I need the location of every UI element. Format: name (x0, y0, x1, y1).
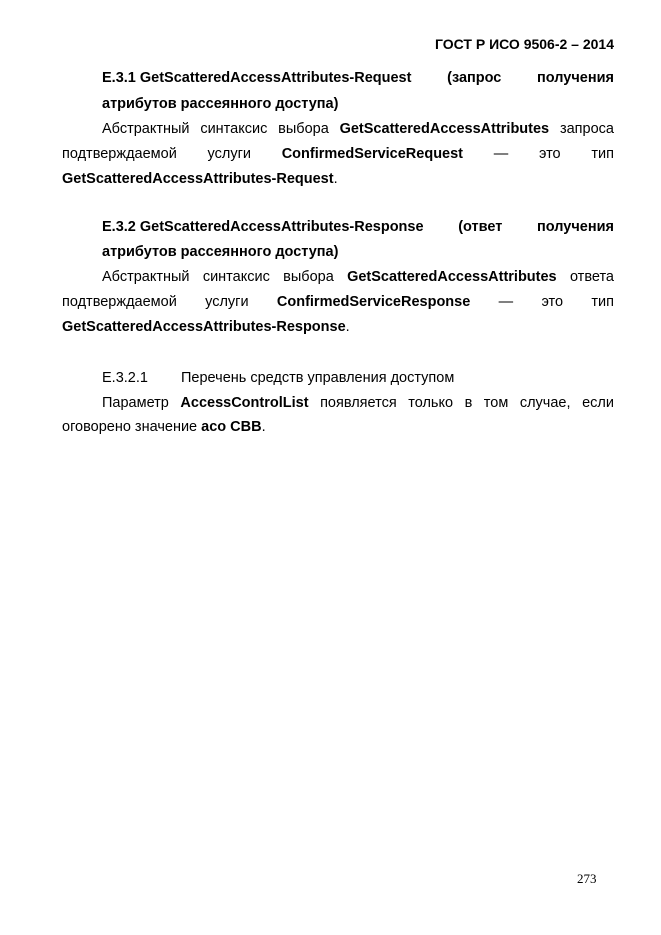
word: запроса (559, 121, 614, 137)
punct: . (345, 319, 350, 335)
term: ConfirmedServiceResponse (276, 294, 471, 310)
heading-word: (ответ (458, 219, 503, 235)
word: тип (591, 294, 614, 310)
heading-word: получения (537, 70, 614, 86)
word: Параметр (102, 395, 169, 411)
section-heading-e-3-2 (102, 218, 614, 236)
term: GetScatteredAccessAttributes-Response (62, 319, 346, 335)
word: подтверждаемой (62, 294, 177, 310)
word: Абстрактный (102, 269, 190, 285)
term: aco CBB (201, 419, 262, 435)
page-number: 273 (577, 871, 597, 886)
section-heading-e-3-1 (102, 69, 614, 87)
word: синтаксис (202, 269, 270, 285)
heading-word: получения (537, 219, 614, 235)
paragraph-line (102, 394, 614, 412)
word: выбора (278, 121, 329, 137)
paragraph-line (62, 170, 614, 188)
term: ConfirmedServiceRequest (281, 146, 464, 162)
paragraph-line (62, 418, 614, 436)
subsection-title: Перечень средств управления доступом (181, 370, 455, 386)
paragraph-line (102, 120, 614, 138)
text: оговорено значение (62, 419, 202, 435)
punct: . (261, 419, 266, 435)
paragraph-line (102, 268, 614, 286)
word: появляется (320, 395, 397, 411)
paragraph-line (62, 145, 614, 163)
term: GetScatteredAccessAttributes-Request (62, 171, 334, 187)
section-heading-e-3-1-cont: атрибутов рассеянного доступа) (102, 96, 339, 112)
word: случае, (519, 395, 571, 411)
word: только (408, 395, 454, 411)
word: в (464, 395, 473, 411)
word: ответа (569, 269, 614, 285)
heading-number-and-name: E.3.2 GetScatteredAccessAttributes-Response (102, 219, 424, 235)
term: AccessControlList (180, 395, 309, 411)
section-heading-e-3-2-cont: атрибутов рассеянного доступа) (102, 244, 339, 260)
heading-word: (запрос (447, 70, 502, 86)
paragraph-line (62, 318, 614, 336)
word: тип (591, 146, 614, 162)
word: если (582, 395, 614, 411)
word: синтаксис (200, 121, 268, 137)
punct: . (333, 171, 338, 187)
document-header: ГОСТ Р ИСО 9506-2 – 2014 (435, 36, 614, 52)
word: Абстрактный (102, 121, 190, 137)
word: услуги (205, 294, 249, 310)
term: GetScatteredAccessAttributes (339, 121, 550, 137)
word: — (498, 294, 514, 310)
word: подтверждаемой (62, 146, 177, 162)
word: том (483, 395, 509, 411)
word: — (493, 146, 509, 162)
paragraph-line (62, 293, 614, 311)
word: это (541, 294, 564, 310)
word: выбора (283, 269, 334, 285)
word: услуги (207, 146, 251, 162)
heading-number-and-name: E.3.1 GetScatteredAccessAttributes-Request (102, 70, 412, 86)
subsection-number: E.3.2.1 (102, 370, 148, 386)
word: это (538, 146, 561, 162)
term: GetScatteredAccessAttributes (347, 269, 557, 285)
